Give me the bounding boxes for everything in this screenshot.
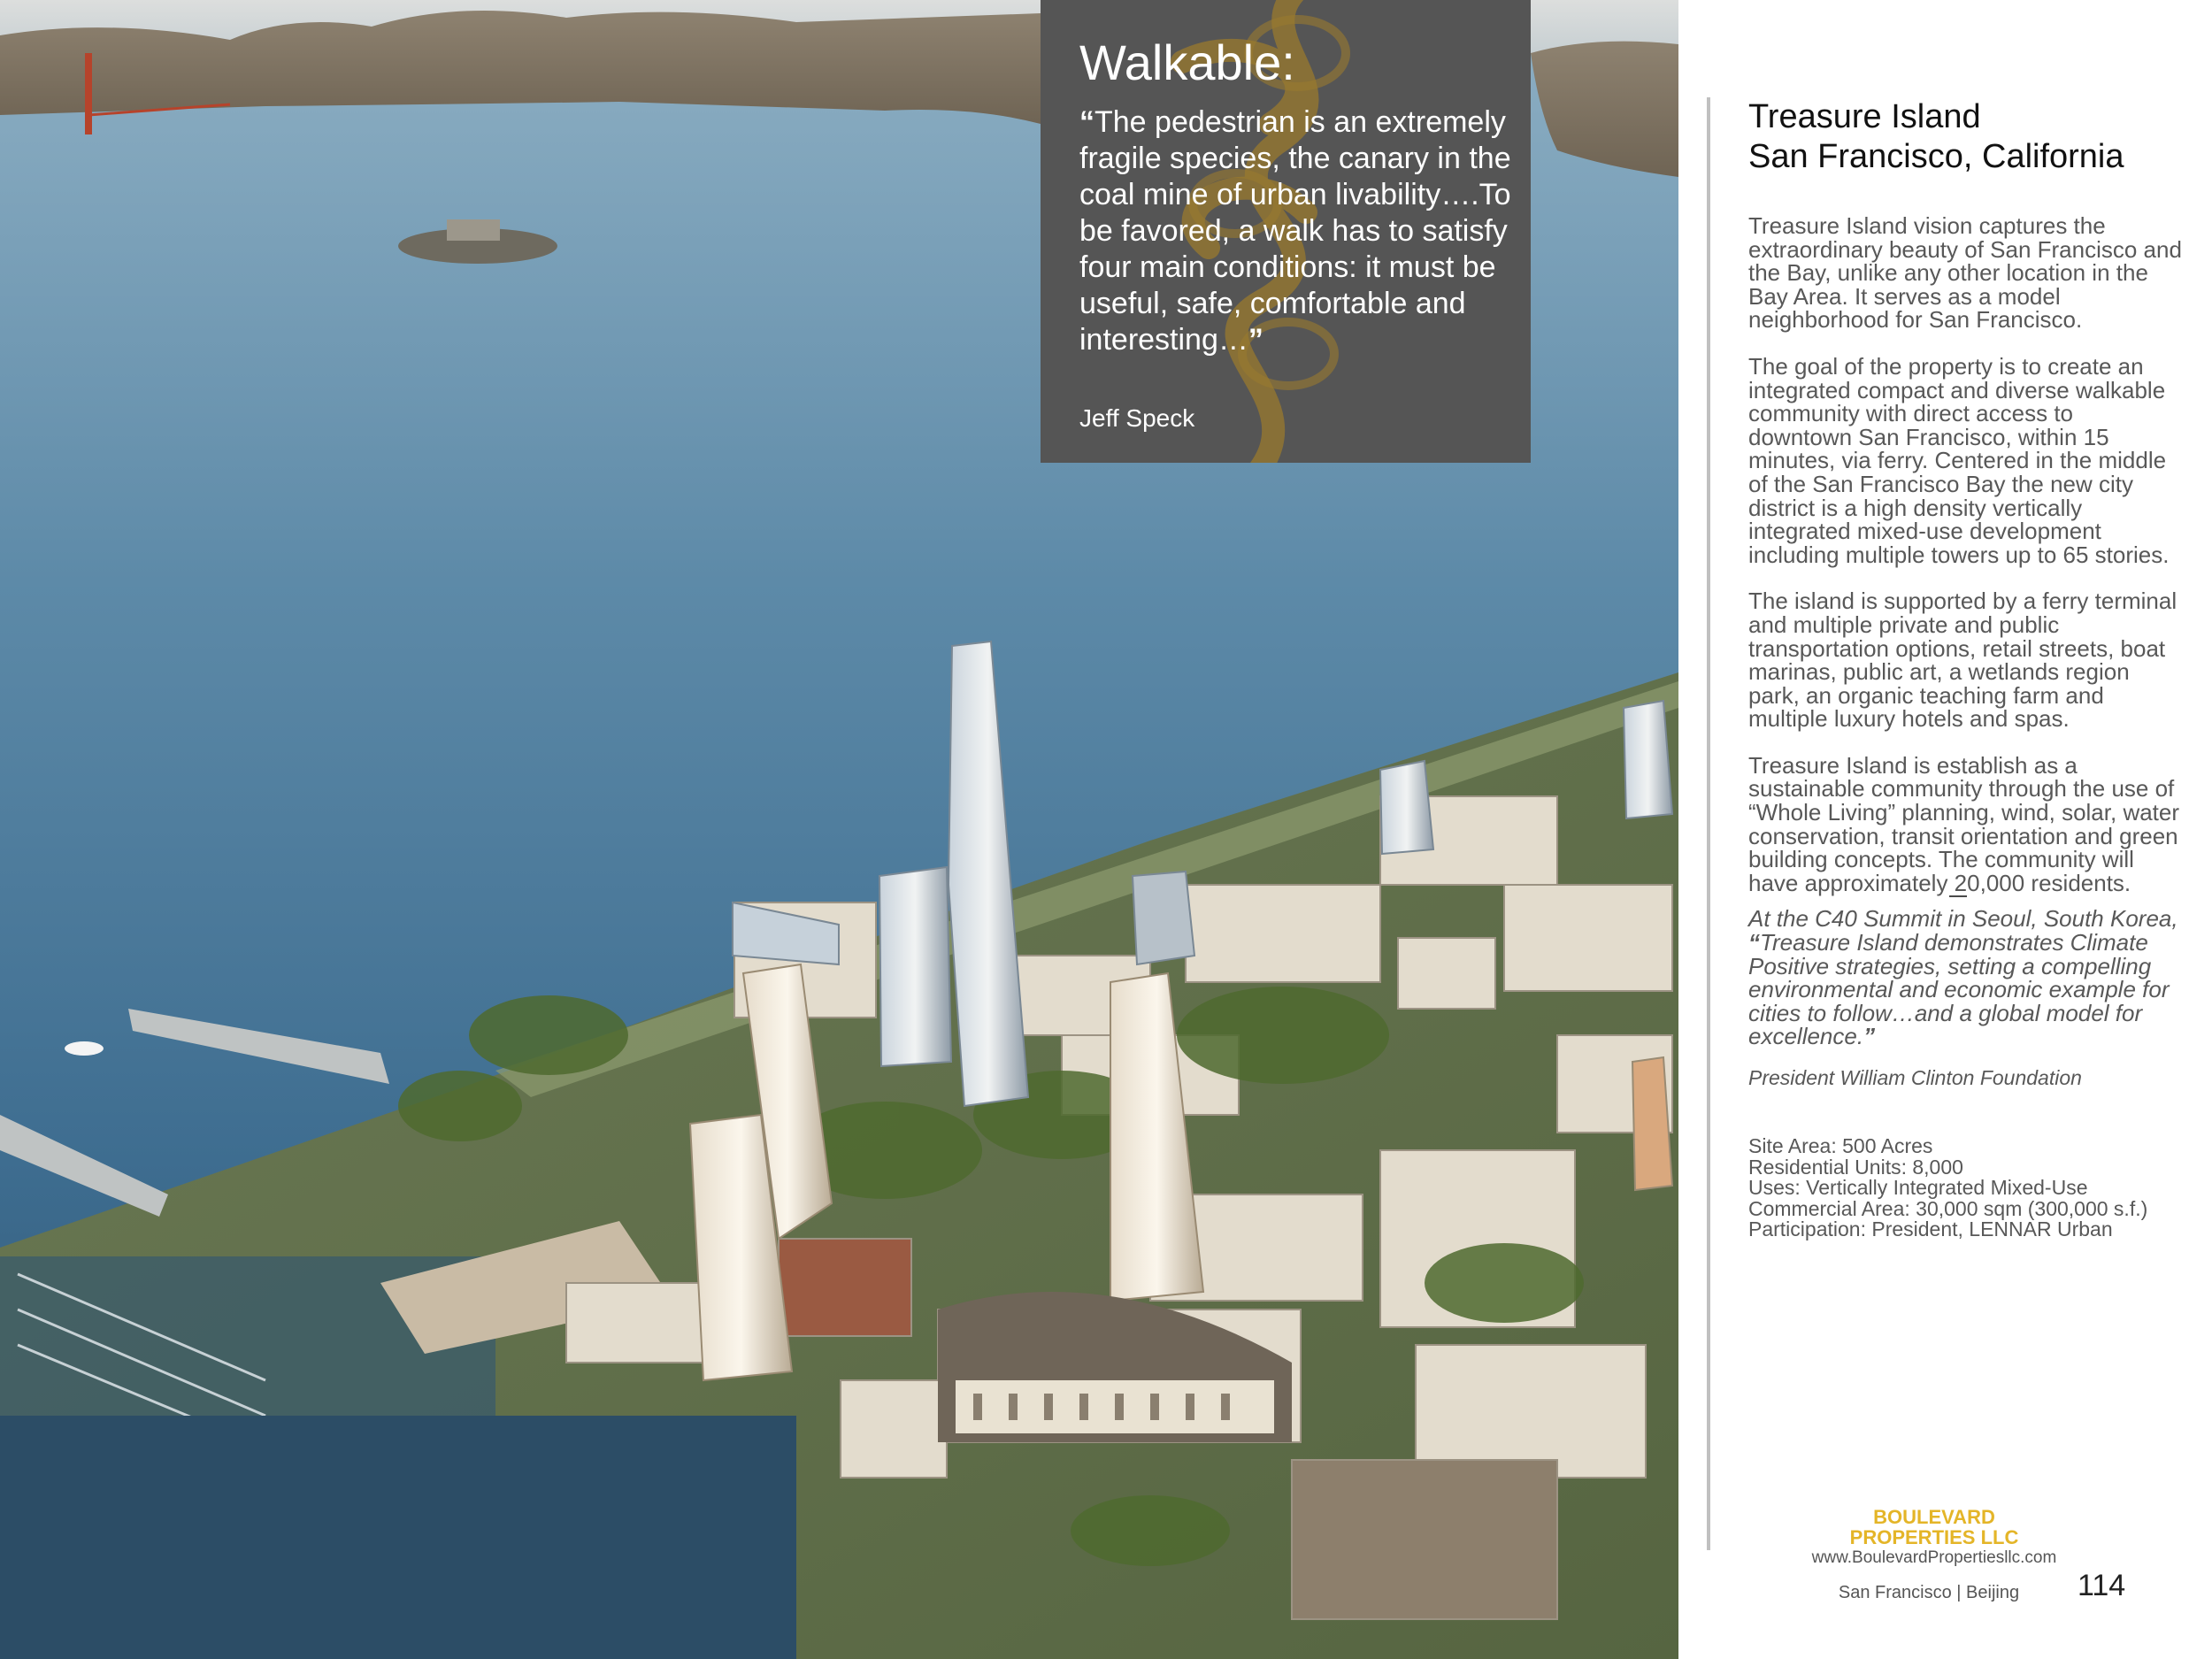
fact-residential-units: Residential Units: 8,000	[1748, 1155, 1963, 1179]
quote-close-mark: ”	[1248, 323, 1263, 357]
c40-quote	[1748, 907, 2182, 1048]
c40-quote-text: Treasure Island demonstrates Climate Positive strategies, setting a compelling environmental and economic example for cities to follow…and a global model for excellence.	[1748, 929, 2170, 1050]
paragraph-sustainability: Treasure Island is establish as a sustainable community through the use of “Whole Living” planning, wind, solar, water conservation, transit orientation and green building concepts. The community will have approximately 20,000 residents.	[1748, 751, 2180, 896]
paragraph-intro: Treasure Island vision captures the extraordinary beauty of San Francisco and the Bay, unlike any other location in the Bay Area. It serves as a model neighborhood for San Francisco.	[1748, 212, 2182, 334]
project-title-line2: San Francisco, California	[1748, 138, 2124, 175]
office-locations: San Francisco | Beijing	[1838, 1583, 2020, 1602]
quote-body: The pedestrian is an extremely fragile species, the canary in the coal mine of urban livability….To be favored, a walk has to satisfy four main conditions: it must be useful, safe, comfortable and interesting…	[1079, 105, 1511, 357]
paragraph-transport: The island is supported by a ferry terminal and multiple private and public transportation options, retail streets, boat marinas, public art, a wetlands region park, an organic teaching farm and multiple luxury hotels and spas.	[1748, 588, 2177, 733]
project-title-line1: Treasure Island	[1748, 98, 1981, 135]
brand-line1: BOULEVARD	[1873, 1506, 1995, 1528]
fact-uses: Uses: Vertically Integrated Mixed-Use	[1748, 1176, 2088, 1199]
c40-quote-open-mark: “	[1748, 929, 1760, 956]
quote-open-mark: “	[1079, 105, 1094, 139]
project-description	[1748, 97, 2182, 1240]
quote-box	[1041, 0, 1531, 463]
project-facts	[1748, 1136, 2182, 1240]
quote-title: Walkable:	[1079, 35, 1295, 90]
fact-commercial-area: Commercial Area: 30,000 sqm (300,000 s.f.)	[1748, 1196, 2148, 1220]
fact-site-area: Site Area: 500 Acres	[1748, 1134, 1933, 1157]
project-title	[1748, 97, 2182, 177]
quote-author: Jeff Speck	[1079, 404, 1195, 432]
separator-dash	[1748, 895, 2182, 907]
c40-quote-attribution: President William Clinton Foundation	[1748, 1066, 2082, 1089]
vertical-divider	[1707, 97, 1710, 1550]
paragraph-goal: The goal of the property is to create an integrated compact and diverse walkable community with direct access to downtown San Francisco, within 15 minutes, via ferry. Centered in the middle of the San Francisco Bay the new city district is a high density vertically integrated mixed-use development including multiple towers up to 65 stories.	[1748, 352, 2170, 568]
quote-text	[1079, 104, 1522, 358]
brand-name	[1801, 1507, 2067, 1548]
page-number: 114	[2078, 1569, 2126, 1602]
brand-line2: PROPERTIES LLC	[1849, 1526, 2019, 1548]
c40-quote-intro: At the C40 Summit in Seoul, South Korea,	[1748, 905, 2178, 933]
fact-participation: Participation: President, LENNAR Urban	[1748, 1217, 2113, 1240]
c40-quote-close-mark: ”	[1863, 1023, 1876, 1050]
website-link[interactable]: www.BoulevardPropertiesllc.com	[1811, 1548, 2057, 1567]
